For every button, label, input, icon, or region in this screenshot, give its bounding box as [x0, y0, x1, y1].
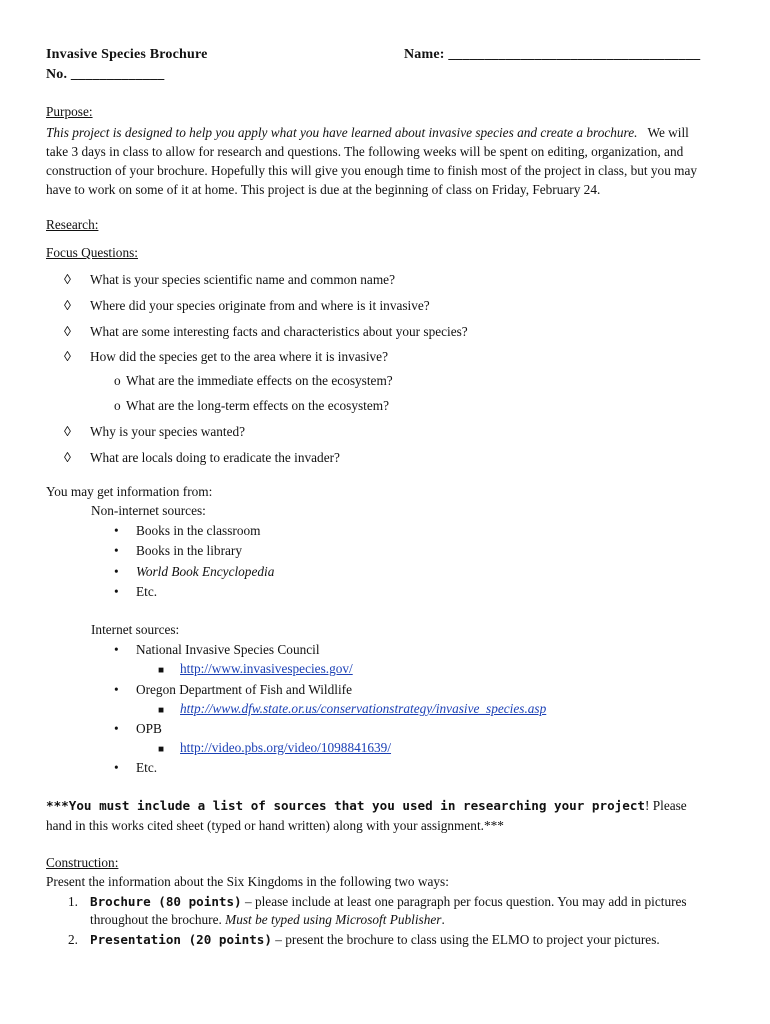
bullet-icon: •: [114, 543, 119, 558]
diamond-bullet-icon: ◊: [64, 425, 71, 440]
source-list-item: • Books in the library: [114, 543, 242, 558]
source-link[interactable]: http://video.pbs.org/video/1098841639/: [180, 740, 392, 755]
purpose-italic-text: This project is designed to help you apply what you have learned about invasive species and create a brochure.: [46, 125, 638, 140]
diamond-bullet-icon: ◊: [64, 325, 71, 340]
bullet-icon: •: [114, 584, 119, 599]
focus-questions-heading: Focus Questions:: [46, 245, 138, 260]
focus-question: ◊ Why is your species wanted?: [64, 424, 246, 440]
square-bullet-icon: ■: [158, 665, 165, 676]
purpose-paragraph: [46, 123, 714, 199]
non-internet-sources-label: Non-internet sources:: [91, 503, 206, 518]
source-link-item: [158, 661, 353, 677]
document-title: Invasive Species Brochure: [46, 47, 208, 62]
source-list-item: • National Invasive Species Council: [114, 642, 320, 657]
bullet-icon: •: [114, 721, 119, 736]
source-link-item: [158, 740, 391, 756]
construction-intro: Present the information about the Six Kingdoms in the following two ways:: [46, 874, 449, 889]
item-title: Presentation (20 points): [90, 932, 272, 947]
source-list-item: • Etc.: [114, 760, 158, 775]
bullet-icon: •: [114, 760, 119, 775]
purpose-body-text: We will take 3 days in class to allow for research and questions. The following weeks will be spent on editing, organization, and construction of your brochure. Hopefully this will give you enough time to finish most of the project in class, but you may have to work on some of it at home. This project is due at the beginning of class on Friday, February 24.: [46, 125, 698, 197]
focus-question: ◊ Where did your species originate from and where is it invasive?: [64, 298, 430, 314]
square-bullet-icon: ■: [158, 705, 165, 716]
item-title: Brochure (80 points): [90, 894, 242, 909]
notice-text: ! Please hand in this works cited sheet (typed or hand written) along with your assignment.***: [46, 798, 687, 833]
source-link-item: [158, 701, 546, 717]
source-link[interactable]: http://www.dfw.state.or.us/conservationstrategy/invasive_species.asp: [180, 701, 547, 716]
source-list-item: • Etc.: [114, 584, 158, 599]
bullet-icon: •: [114, 523, 119, 538]
purpose-heading: Purpose:: [46, 104, 93, 119]
diamond-bullet-icon: ◊: [64, 451, 71, 466]
construction-heading: Construction:: [46, 855, 119, 870]
bullet-icon: •: [114, 642, 119, 657]
sources-notice: [46, 796, 714, 836]
focus-question: ◊ What are some interesting facts and characteristics about your species?: [64, 324, 468, 340]
source-list-item: • OPB: [114, 721, 162, 736]
sub-question: o What are the immediate effects on the ecosystem?: [114, 373, 393, 388]
circle-bullet-icon: o: [114, 373, 121, 388]
research-heading: Research:: [46, 217, 99, 232]
internet-sources-label: Internet sources:: [91, 622, 180, 637]
source-list-item: • Oregon Department of Fish and Wildlife: [114, 682, 352, 697]
number-field-label: No. _____________: [46, 67, 165, 82]
focus-question: ◊ How did the species get to the area where it is invasive?: [64, 349, 388, 365]
sources-intro: You may get information from:: [46, 484, 213, 499]
circle-bullet-icon: o: [114, 398, 121, 413]
bullet-icon: •: [114, 564, 119, 579]
sub-question: o What are the long-term effects on the ecosystem?: [114, 398, 389, 413]
diamond-bullet-icon: ◊: [64, 350, 71, 365]
name-field-label: Name: ___________________________________: [404, 47, 701, 62]
diamond-bullet-icon: ◊: [64, 299, 71, 314]
focus-question: ◊ What is your species scientific name and common name?: [64, 272, 395, 288]
bullet-icon: •: [114, 682, 119, 697]
source-link[interactable]: http://www.invasivespecies.gov/: [180, 661, 353, 676]
focus-question: ◊ What are locals doing to eradicate the invader?: [64, 450, 340, 466]
source-list-item: • Books in the classroom: [114, 523, 261, 538]
notice-bold-text: ***You must include a list of sources that you used in researching your project: [46, 798, 645, 813]
square-bullet-icon: ■: [158, 744, 165, 755]
source-list-item: • World Book Encyclopedia: [114, 564, 275, 579]
diamond-bullet-icon: ◊: [64, 273, 71, 288]
